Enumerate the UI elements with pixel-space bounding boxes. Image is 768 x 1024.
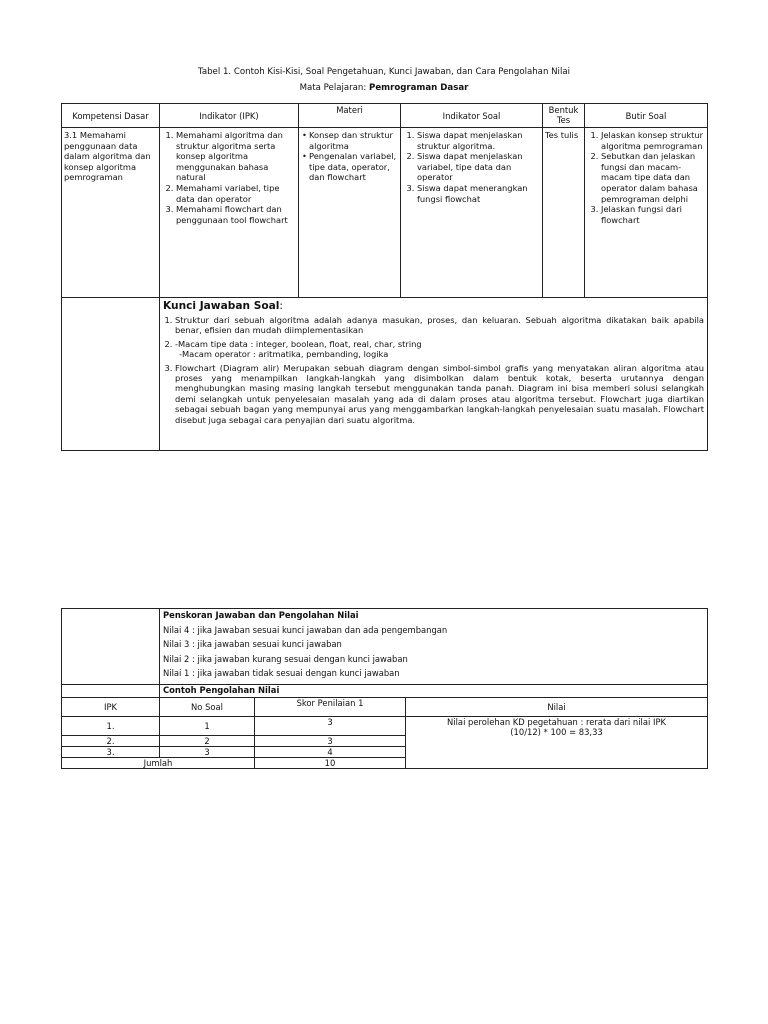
ipk-value: 2. xyxy=(62,735,160,746)
butir-soal-cell xyxy=(585,128,708,298)
nilai-rule: Nilai 3 : jika jawaban sesuai kunci jawaban xyxy=(163,639,342,649)
header-bentuk-tes: Bentuk Tes xyxy=(543,104,585,128)
ipk-value: 3. xyxy=(62,746,160,757)
nilai-rule: Nilai 2 : jika jawaban kurang sesuai dengan kunci jawaban xyxy=(163,653,408,664)
skor-value: 4 xyxy=(255,746,406,757)
kunci-list xyxy=(163,315,704,425)
kisi-header-row xyxy=(62,104,708,128)
document-title: Tabel 1. Contoh Kisi-Kisi, Soal Pengetahuan, Kunci Jawaban, dan Cara Pengolahan Nilai xyxy=(198,67,570,77)
nilai-line-1: Nilai perolehan KD pegetahuan : rerata dari nilai IPK xyxy=(447,716,666,727)
kunci-item-2 xyxy=(175,339,704,360)
header-butir-soal: Butir Soal xyxy=(585,104,708,128)
kunci-item-2-tipe-data: -Macam tipe data : integer, boolean, float, real, char, string xyxy=(175,338,422,349)
kunci-title-text: Kunci Jawaban Soal xyxy=(163,300,280,312)
subject-name: Pemrograman Dasar xyxy=(369,83,469,93)
kisi-content-row xyxy=(62,128,708,298)
indikator-soal-cell xyxy=(401,128,543,298)
subject-prefix: Mata Pelajaran: xyxy=(299,83,370,93)
penskoran-row xyxy=(62,609,708,685)
nilai-cell xyxy=(406,716,708,768)
kunci-row xyxy=(62,298,708,451)
ipk-value: 1. xyxy=(62,716,160,735)
bentuk-tes-cell: Tes tulis xyxy=(543,128,585,298)
kunci-item-1: 1. Struktur dari sebuah algoritma adalah adanya masukan, proses, dan keluaran. Sebuah algoritma dikatakan baik apabila benar, efisien dan mudah diimplementasikan xyxy=(175,315,704,336)
kunci-item-3: 3. Flowchart (Diagram alir) Merupakan sebuah diagram dengan simbol-simbol grafis yang menyatakan aliran algoritma atau proses yang menampilkan langkah-langkah yang disimbolkan dalam bentuk kotak, beserta urutannya dengan menghubungkan masing masing langkah tersebut menggunakan tanda panah. Diagram ini bisa memberi solusi selangkah demi selangkah untuk penyelesaian masalah yang ada di dalam proses atau algoritma tersebut. Flowchart juga diartikan sebagai sebuah bagan yang mempunyai arus yang menggambarkan langkah-langkah penyelesaian suatu masalah. Flowchart disebut juga sebagai cara penyajian dari suatu algoritma. xyxy=(175,363,704,425)
indikator-ipk-cell xyxy=(160,128,299,298)
materi-cell xyxy=(299,128,401,298)
kunci-jawaban-title xyxy=(163,300,704,312)
indikator-soal-item: 1. Siswa dapat menjelaskan struktur algoritma. xyxy=(417,130,540,151)
penskoran-cell xyxy=(160,609,708,685)
header-indikator-ipk: Indikator (IPK) xyxy=(160,104,299,128)
nilai-rule: Nilai 4 : jika Jawaban sesuai kunci jawaban dan ada pengembangan xyxy=(163,624,448,635)
contoh-title: Contoh Pengolahan Nilai xyxy=(160,684,708,697)
kompetensi-dasar-cell: 3.1 Memahami penggunaan data dalam algoritma dan konsep algoritma pemrograman xyxy=(62,128,160,298)
nilai-line-2: (10/12) * 100 = 83,33 xyxy=(510,726,603,737)
kunci-jawaban-cell xyxy=(160,298,708,451)
no-soal-value: 3 xyxy=(160,746,255,757)
header-nilai: Nilai xyxy=(406,697,708,716)
materi-item: • Konsep dan struktur algoritma xyxy=(309,130,398,151)
header-materi: Materi xyxy=(299,104,401,128)
contoh-empty-cell xyxy=(62,684,160,697)
kisi-kisi-table xyxy=(61,103,708,451)
kunci-empty-cell xyxy=(62,298,160,451)
scoring-table xyxy=(61,608,708,769)
kunci-item-2-operator: -Macam operator : aritmatika, pembanding, logika xyxy=(179,349,389,360)
no-soal-value: 1 xyxy=(160,716,255,735)
nilai-rule: Nilai 1 : jika jawaban tidak sesuai dengan kunci jawaban xyxy=(163,668,400,678)
ipk-item: 2. Memahami variabel, tipe data dan operator xyxy=(176,183,296,204)
ipk-item: 1. Memahami algoritma dan struktur algoritma serta konsep algoritma menggunakan bahasa natural xyxy=(176,130,296,183)
contoh-row xyxy=(62,684,708,697)
butir-soal-item: 1. Jelaskan konsep struktur algoritma pemrograman xyxy=(601,130,705,151)
header-kompetensi-dasar: Kompetensi Dasar xyxy=(62,104,160,128)
jumlah-label: Jumlah xyxy=(62,757,255,768)
header-indikator-soal: Indikator Soal xyxy=(401,104,543,128)
penskoran-empty-cell xyxy=(62,609,160,685)
scoring-header-row xyxy=(62,697,708,716)
subject-line xyxy=(0,83,768,93)
jumlah-value: 10 xyxy=(255,757,406,768)
skor-value: 3 xyxy=(255,735,406,746)
header-ipk: IPK xyxy=(62,697,160,716)
butir-soal-item: 2. Sebutkan dan jelaskan fungsi dan macam-macam tipe data dan operator dalam bahasa pemrograman delphi xyxy=(601,151,705,204)
header-no-soal: No Soal xyxy=(160,697,255,716)
butir-soal-item: 3. Jelaskan fungsi dari flowchart xyxy=(601,204,705,225)
table-row xyxy=(62,716,708,735)
kunci-title-colon: : xyxy=(279,300,283,312)
no-soal-value: 2 xyxy=(160,735,255,746)
ipk-item: 3. Memahami flowchart dan penggunaan tool flowchart xyxy=(176,204,296,225)
penskoran-title: Penskoran Jawaban dan Pengolahan Nilai xyxy=(163,610,359,620)
materi-item: • Pengenalan variabel, tipe data, operator, dan flowchart xyxy=(309,151,398,183)
indikator-soal-item: 3. Siswa dapat menerangkan fungsi flowchat xyxy=(417,183,540,204)
indikator-soal-item: 2. Siswa dapat menjelaskan variabel, tipe data dan operator xyxy=(417,151,540,183)
skor-value: 3 xyxy=(255,716,406,735)
header-skor-penilaian: Skor Penilaian 1 xyxy=(255,697,406,716)
